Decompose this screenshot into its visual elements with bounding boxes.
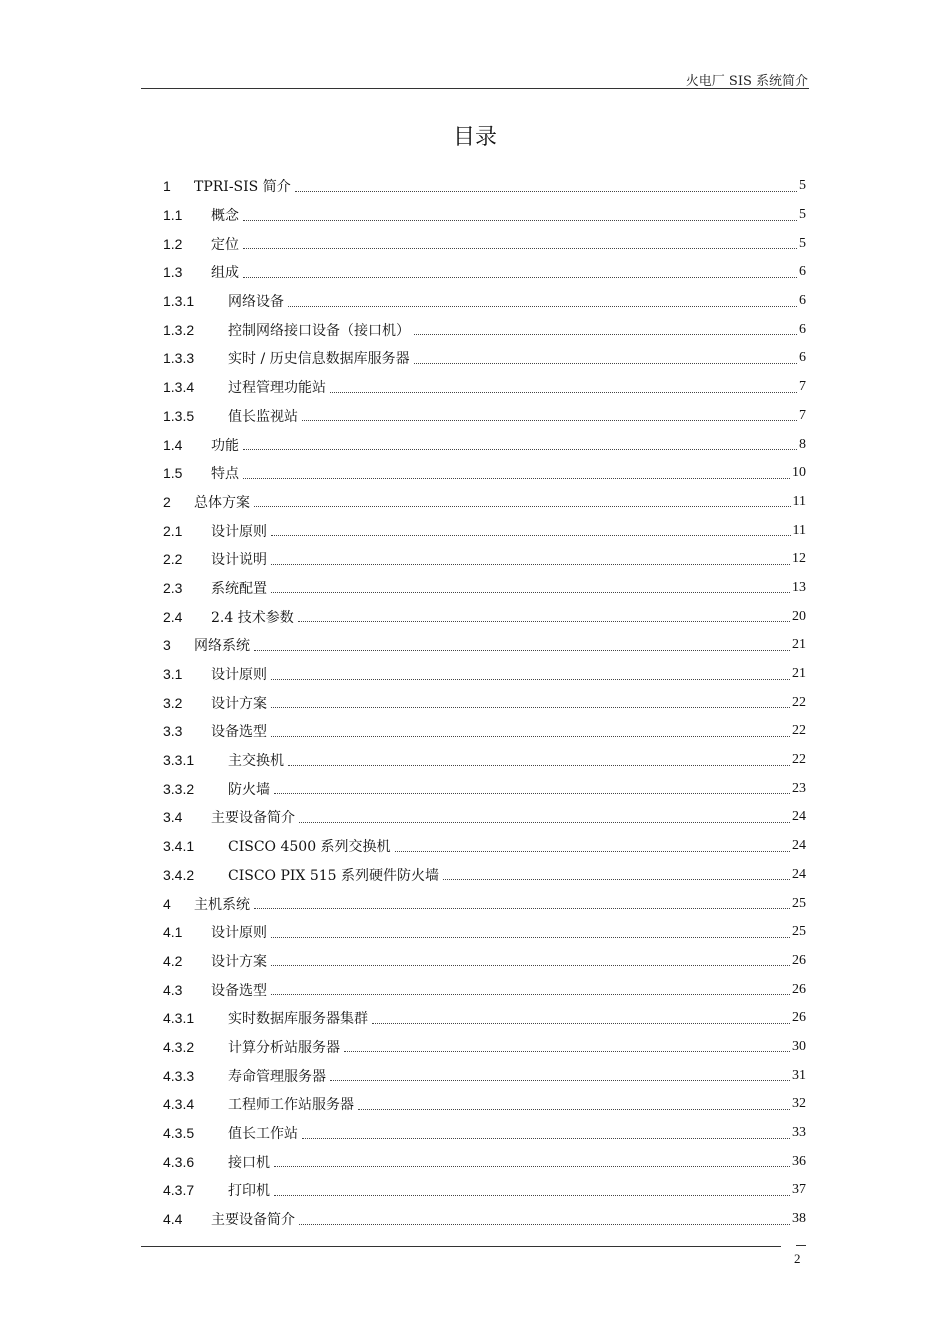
toc-entry-number: 3.2 [163,694,183,711]
toc-entry-label: 实时 / 历史信息数据库服务器 [228,351,410,368]
toc-leader-dots [274,1195,790,1196]
toc-entry-label: 系统配置 [211,580,267,597]
toc-leader-dots [372,1023,790,1024]
toc-entry[interactable] [163,488,806,517]
toc-leader-dots [243,248,797,249]
toc-entry-label: 设计方案 [211,695,267,712]
toc-entry-page: 36 [792,1153,806,1169]
toc-leader-dots [271,965,790,966]
toc-entry-page: 22 [792,694,806,710]
toc-entry-number: 1.4 [163,436,183,453]
toc-entry-page: 12 [792,551,806,567]
toc-entry[interactable] [163,688,806,717]
toc-entry[interactable] [163,1090,806,1119]
toc-entry-page: 8 [799,436,806,452]
toc-entry-number: 3.4.2 [163,866,195,883]
toc-entry[interactable] [163,889,806,918]
toc-entry-number: 4.3.1 [163,1010,195,1027]
toc-leader-dots [414,334,797,335]
toc-leader-dots [254,650,790,651]
toc-entry-label: 打印机 [228,1183,270,1200]
toc-entry-page: 6 [799,293,806,309]
toc-entry-label: 设计说明 [211,552,267,569]
toc-entry-number: 3.3.2 [163,780,195,797]
toc-entry-label: 总体方案 [194,494,250,511]
toc-entry-label: 实时数据库服务器集群 [228,1011,368,1028]
toc-leader-dots [395,851,790,852]
toc-entry-label: 主交换机 [228,753,284,770]
toc-entry-number: 1.3.1 [163,293,195,310]
toc-entry-label: 功能 [211,437,239,454]
toc-entry-number: 4.4 [163,1211,183,1228]
running-header: 火电厂 SIS 系统简介 [685,74,808,89]
toc-leader-dots [302,1138,790,1139]
toc-leader-dots [271,679,790,680]
toc-entry-page: 31 [792,1067,806,1083]
toc-entry-label: 接口机 [228,1154,270,1171]
toc-leader-dots [299,822,790,823]
toc-entry-page: 38 [792,1211,806,1227]
toc-entry-label: 设计原则 [211,925,267,942]
toc-entry[interactable] [163,975,806,1004]
toc-entry[interactable] [163,402,806,431]
toc-entry-number: 1.3.3 [163,350,195,367]
toc-entry-number: 4.3 [163,981,183,998]
toc-entry-number: 4.3.3 [163,1067,195,1084]
toc-entry-number: 1.3.2 [163,321,195,338]
toc-leader-dots [243,277,797,278]
toc-entry[interactable] [163,861,806,890]
toc-entry[interactable] [163,1205,806,1234]
toc-entry[interactable] [163,1061,806,1090]
toc-entry[interactable] [163,344,806,373]
toc-entry-number: 3.4 [163,809,183,826]
toc-entry[interactable] [163,832,806,861]
toc-entry[interactable] [163,746,806,775]
toc-leader-dots [274,793,790,794]
toc-leader-dots [295,191,797,192]
toc-entry-label: 防火墙 [228,781,270,798]
toc-entry-page: 25 [792,895,806,911]
toc-leader-dots [298,621,790,622]
toc-entry-page: 10 [792,465,806,481]
toc-entry-page: 32 [792,1096,806,1112]
toc-leader-dots [271,592,790,593]
toc-entry-page: 6 [799,264,806,280]
toc-leader-dots [330,1080,790,1081]
toc-entry-label: 2.4 技术参数 [211,609,294,626]
toc-entry-number: 4.3.5 [163,1125,195,1142]
toc-entry-label: 工程师工作站服务器 [228,1097,354,1114]
footer-tick [796,1245,806,1246]
toc-entry-page: 6 [799,350,806,366]
toc-entry-label: CISCO 4500 系列交换机 [228,839,391,856]
toc-entry-label: TPRI-SIS 简介 [194,179,291,196]
toc-entry[interactable] [163,373,806,402]
toc-entry[interactable] [163,660,806,689]
toc-entry-label: 网络系统 [194,638,250,655]
toc-entry-label: 组成 [211,265,239,282]
toc-entry-page: 21 [792,666,806,682]
table-of-contents [163,172,806,1233]
toc-leader-dots [243,449,797,450]
toc-entry-page: 11 [792,493,806,509]
toc-leader-dots [344,1051,790,1052]
toc-entry-label: 特点 [211,466,239,483]
toc-entry[interactable] [163,1176,806,1205]
toc-entry[interactable] [163,287,806,316]
toc-entry-number: 2.1 [163,522,183,539]
toc-entry-page: 30 [792,1038,806,1054]
toc-entry-label: 设计方案 [211,953,267,970]
toc-entry-number: 2.4 [163,608,183,625]
header-rule [141,88,809,89]
toc-entry-label: 控制网络接口设备（接口机） [228,322,410,339]
toc-entry-label: 主要设备简介 [211,1212,295,1229]
toc-leader-dots [243,220,797,221]
toc-leader-dots [414,363,797,364]
toc-entry-label: 设计原则 [211,523,267,540]
toc-entry-number: 1.5 [163,465,183,482]
toc-leader-dots [271,707,790,708]
toc-entry[interactable] [163,1033,806,1062]
toc-entry-label: 过程管理功能站 [228,380,326,397]
toc-entry-number: 3 [163,637,171,654]
toc-entry-page: 26 [792,1010,806,1026]
toc-entry[interactable] [163,1004,806,1033]
toc-entry-label: 概念 [211,208,239,225]
toc-entry-label: 主要设备简介 [211,810,295,827]
toc-entry-page: 22 [792,752,806,768]
toc-entry[interactable] [163,229,806,258]
toc-entry[interactable] [163,258,806,287]
toc-entry-number: 4.3.7 [163,1182,195,1199]
toc-entry-page: 6 [799,321,806,337]
toc-entry-label: 定位 [211,236,239,253]
toc-entry[interactable] [163,430,806,459]
toc-entry-page: 11 [792,522,806,538]
toc-entry-page: 33 [792,1125,806,1141]
toc-entry-number: 3.4.1 [163,838,195,855]
toc-title: 目录 [452,125,497,150]
toc-entry-page: 7 [799,379,806,395]
toc-entry-number: 4.1 [163,924,183,941]
toc-leader-dots [271,564,790,565]
toc-entry[interactable] [163,1147,806,1176]
toc-entry-page: 5 [799,178,806,194]
toc-entry-page: 22 [792,723,806,739]
toc-entry[interactable] [163,918,806,947]
toc-entry-label: 值长工作站 [228,1126,298,1143]
toc-entry[interactable] [163,545,806,574]
toc-entry-page: 20 [792,608,806,624]
toc-entry-number: 2 [163,493,171,510]
toc-entry-page: 26 [792,952,806,968]
toc-entry-page: 24 [792,838,806,854]
toc-entry[interactable] [163,774,806,803]
toc-leader-dots [271,535,791,536]
toc-leader-dots [271,994,790,995]
toc-entry-number: 1.2 [163,235,183,252]
toc-entry-label: 设备选型 [211,724,267,741]
toc-entry-label: 计算分析站服务器 [228,1039,340,1056]
toc-entry-number: 1.1 [163,207,183,224]
footer-rule [141,1246,781,1247]
toc-entry-label: CISCO PIX 515 系列硬件防火墙 [228,867,440,884]
toc-entry-number: 4.2 [163,952,183,969]
toc-entry-number: 2.2 [163,551,183,568]
toc-entry-number: 1.3 [163,264,183,281]
toc-entry[interactable] [163,602,806,631]
toc-entry-label: 寿命管理服务器 [228,1068,326,1085]
toc-entry-label: 网络设备 [228,294,284,311]
toc-entry[interactable] [163,574,806,603]
toc-entry-page: 25 [792,924,806,940]
footer-page-number: 2 [794,1251,801,1266]
toc-entry-number: 3.3.1 [163,752,195,769]
toc-entry-label: 主机系统 [194,896,250,913]
toc-entry-page: 23 [792,780,806,796]
toc-entry-page: 7 [799,407,806,423]
toc-entry[interactable] [163,516,806,545]
toc-entry-page: 13 [792,579,806,595]
toc-leader-dots [288,306,797,307]
toc-entry-label: 设备选型 [211,982,267,999]
toc-leader-dots [254,506,791,507]
toc-entry-page: 24 [792,866,806,882]
toc-leader-dots [330,392,797,393]
toc-entry-page: 24 [792,809,806,825]
toc-entry-page: 5 [799,207,806,223]
toc-leader-dots [358,1109,790,1110]
toc-entry[interactable] [163,947,806,976]
toc-leader-dots [243,478,790,479]
toc-entry-number: 4.3.2 [163,1038,195,1055]
toc-entry-number: 4.3.4 [163,1096,195,1113]
toc-leader-dots [271,736,790,737]
toc-entry-page: 37 [792,1182,806,1198]
toc-entry-number: 4 [163,895,171,912]
toc-entry[interactable] [163,717,806,746]
toc-entry-page: 5 [799,235,806,251]
toc-leader-dots [254,908,790,909]
toc-leader-dots [443,879,790,880]
toc-entry-number: 3.3 [163,723,183,740]
toc-entry-label: 设计原则 [211,667,267,684]
toc-entry-number: 3.1 [163,666,183,683]
toc-entry[interactable] [163,315,806,344]
toc-entry-number: 1 [163,178,171,195]
toc-entry[interactable] [163,459,806,488]
toc-entry[interactable] [163,1119,806,1148]
toc-leader-dots [299,1224,790,1225]
toc-entry-number: 2.3 [163,579,183,596]
toc-entry-number: 1.3.5 [163,407,195,424]
toc-entry[interactable] [163,201,806,230]
toc-entry[interactable] [163,803,806,832]
toc-entry-page: 26 [792,981,806,997]
toc-entry-label: 值长监视站 [228,408,298,425]
toc-entry-number: 4.3.6 [163,1153,195,1170]
toc-leader-dots [271,937,790,938]
toc-entry[interactable] [163,631,806,660]
toc-entry-page: 21 [792,637,806,653]
toc-leader-dots [288,765,790,766]
toc-entry[interactable] [163,172,806,201]
toc-leader-dots [302,420,797,421]
toc-leader-dots [274,1166,790,1167]
toc-entry-number: 1.3.4 [163,379,195,396]
